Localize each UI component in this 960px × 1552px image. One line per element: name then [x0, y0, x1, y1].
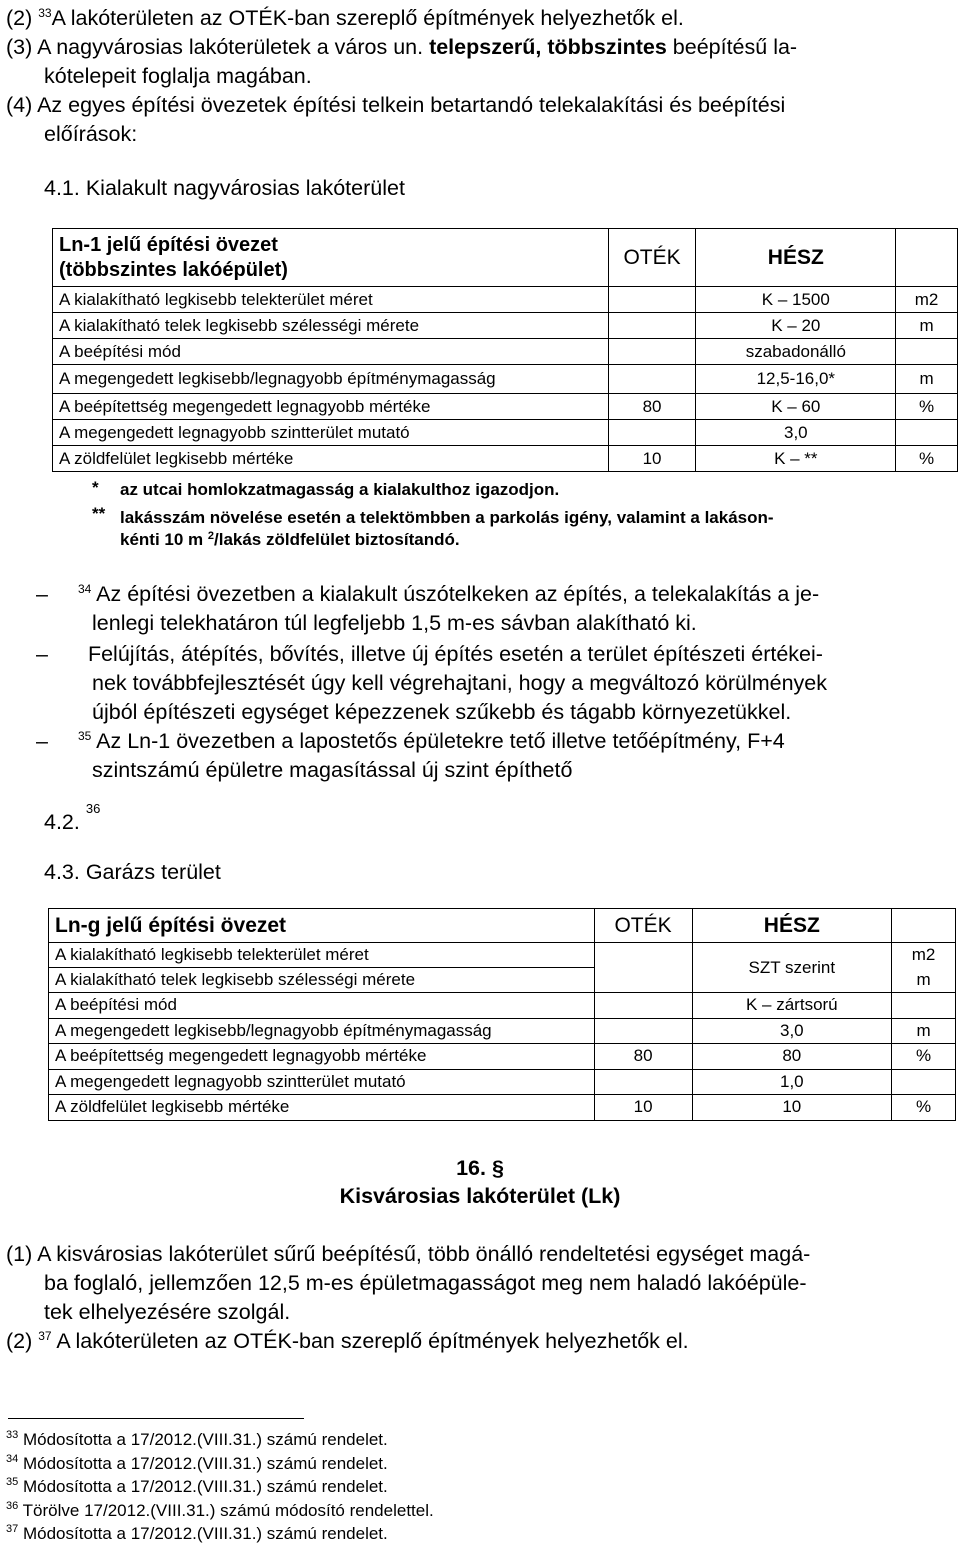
- row-otek: [594, 1018, 692, 1044]
- para-3-cont: kótelepeit foglalja magában.: [44, 64, 312, 88]
- footnote-separator: [8, 1418, 304, 1419]
- row-hesz: 10: [692, 1095, 892, 1121]
- row-unit: m: [892, 968, 956, 993]
- row-hesz: K – 1500: [696, 287, 896, 313]
- row-hesz: 80: [692, 1044, 892, 1070]
- footnote-text: Módosította a 17/2012.(VIII.31.) számú rendelet.: [22, 1453, 388, 1473]
- row-label: A beépítettség megengedett legnagyobb mértéke: [53, 394, 609, 420]
- row-otek: [608, 420, 696, 446]
- bullet-renovation: – Felújítás, átépítés, bővítés, illetve új építés esetén a terület építészeti értékei-: [36, 642, 823, 666]
- table-row: [53, 313, 958, 339]
- bullet-34-cont: lenlegi telekhatáron túl legfeljebb 1,5 m-es sávban alakítható ki.: [92, 611, 697, 635]
- note-double-star-mark: **: [92, 504, 106, 523]
- dash-icon: –: [36, 642, 48, 666]
- para-2: (2) $^{33}$A lakóterületen az OTÉK-ban szereplő építmények helyezhetők el.: [6, 6, 684, 30]
- para-4: (4) Az egyes építési övezetek építési telkein betartandó telekalakítási és beépítési: [6, 93, 786, 117]
- row-unit: [892, 993, 956, 1019]
- row-otek: 80: [608, 394, 696, 420]
- row-hesz: 3,0: [692, 1018, 892, 1044]
- row-hesz: K – **: [696, 446, 896, 472]
- lk-para-1-cont1: ba foglaló, jellemzően 12,5 m-es épületmagasságot meg nem haladó lakóépüle-: [44, 1271, 807, 1295]
- unit2-header: [892, 909, 956, 943]
- otek2-header: OTÉK: [594, 909, 692, 943]
- hesz-header: HÉSZ: [696, 229, 896, 287]
- row-unit: %: [892, 1095, 956, 1121]
- hesz2-header: HÉSZ: [692, 909, 892, 943]
- table-header-row: [53, 229, 958, 287]
- footnote: [6, 1524, 388, 1544]
- row-hesz: 12,5-16,0*: [696, 365, 896, 394]
- footnote-number: 36: [6, 1499, 19, 1512]
- row-otek: 80: [594, 1044, 692, 1070]
- table-row: [49, 1095, 956, 1121]
- row-otek: [608, 287, 696, 313]
- bullet-renovation-cont2: újból építészeti egységet képezzenek szűkebb és tágabb környezetükkel.: [92, 700, 792, 724]
- row-otek: [608, 313, 696, 339]
- footnote-number: 35: [6, 1476, 19, 1488]
- row-hesz: szabadonálló: [696, 339, 896, 365]
- table-row: [49, 1044, 956, 1070]
- row-unit: %: [892, 1044, 956, 1070]
- zone-header: Ln-1 jelű építési övezet (többszintes lakóépület): [53, 229, 609, 287]
- zone2-header: Ln-g jelű építési övezet: [49, 909, 595, 943]
- footnote-text: Módosította a 17/2012.(VIII.31.) számú rendelet.: [22, 1477, 388, 1496]
- table-row: [49, 993, 956, 1019]
- bullet-renovation-cont1: nek továbbfejlesztését úgy kell végrehajtani, hogy a megváltozó körülmények: [92, 671, 827, 695]
- footnote-number: 37: [6, 1523, 19, 1535]
- row-unit: %: [896, 446, 958, 472]
- table2-header-row: [49, 909, 956, 943]
- row-label: A kialakítható telek legkisebb szélességi mérete: [49, 968, 595, 993]
- row-hesz: K – 20: [696, 313, 896, 339]
- table-row: [53, 339, 958, 365]
- row-unit: m: [892, 1018, 956, 1044]
- table-row: [53, 394, 958, 420]
- footnote-number: 34: [6, 1452, 19, 1465]
- row-label: A megengedett legkisebb/legnagyobb építménymagasság: [49, 1018, 595, 1044]
- table-row: [53, 287, 958, 313]
- footnote: [6, 1454, 388, 1474]
- row-label: A beépítési mód: [53, 339, 609, 365]
- row-label: A beépítési mód: [49, 993, 595, 1019]
- bullet-35: – $^{35}$ Az Ln-1 övezetben a lapostetős épületekre tető illetve tetőépítmény, F+4: [36, 729, 785, 753]
- row-otek: [594, 943, 692, 968]
- row-otek: [594, 968, 692, 993]
- row-label: A beépítettség megengedett legnagyobb mértéke: [49, 1044, 595, 1070]
- table-row: [53, 420, 958, 446]
- table-row: [49, 1018, 956, 1044]
- row-otek: 10: [608, 446, 696, 472]
- row-unit: [896, 420, 958, 446]
- section-4-3-title: 4.3. Garázs terület: [44, 860, 221, 884]
- lk-para-2: (2) $^{37}$ A lakóterületen az OTÉK-ban szereplő építmények helyezhetők el.: [6, 1329, 689, 1353]
- row-label: A kialakítható legkisebb telekterület méret: [53, 287, 609, 313]
- row-otek: [608, 339, 696, 365]
- lk-para-1: (1) A kisvárosias lakóterület sűrű beépítésű, több önálló rendeltetési egységet magá-: [6, 1242, 811, 1266]
- row-otek: [594, 1069, 692, 1095]
- row-hesz: K – 60: [696, 394, 896, 420]
- footnote-text: Módosította a 17/2012.(VIII.31.) számú rendelet.: [22, 1524, 388, 1543]
- table-row: [49, 1069, 956, 1095]
- row-label: A megengedett legnagyobb szintterület mutató: [53, 420, 609, 446]
- lk-para-1-cont2: tek elhelyezésére szolgál.: [44, 1300, 291, 1324]
- section-4-2: 4.2. $^{36}$: [44, 801, 101, 834]
- table-row: [53, 446, 958, 472]
- row-unit: [896, 339, 958, 365]
- footnote-number: 33: [6, 1429, 19, 1441]
- section-4-1-title: 4.1. Kialakult nagyvárosias lakóterület: [44, 176, 405, 200]
- footnote: [6, 1501, 434, 1521]
- footnote: [6, 1430, 388, 1450]
- row-otek: 10: [594, 1095, 692, 1121]
- row-hesz-merged: SZT szerint: [692, 943, 892, 993]
- bullet-34: – $^{34}$ Az építési övezetben a kialakult úszótelkeken az építés, a telekalakítás a je-: [36, 582, 820, 606]
- table-row: [49, 943, 956, 968]
- row-unit: m2: [896, 287, 958, 313]
- row-unit: m: [896, 365, 958, 394]
- row-hesz: 3,0: [696, 420, 896, 446]
- para-4-cont: előírások:: [44, 122, 138, 146]
- row-label: A kialakítható telek legkisebb szélességi mérete: [53, 313, 609, 339]
- note-star: az utcai homlokzatmagasság a kialakulthoz igazodjon.: [120, 480, 560, 499]
- dash-icon: –: [36, 729, 48, 753]
- bullet-35-cont: szintszámú épületre magasítással új szint építhető: [92, 758, 573, 782]
- unit-header: [896, 229, 958, 287]
- row-label: A zöldfelület legkisebb mértéke: [53, 446, 609, 472]
- row-unit: m: [896, 313, 958, 339]
- row-otek: [594, 993, 692, 1019]
- row-label: A megengedett legnagyobb szintterület mutató: [49, 1069, 595, 1095]
- zone-table-ln1: [52, 228, 958, 472]
- row-hesz: 1,0: [692, 1069, 892, 1095]
- row-otek: [608, 365, 696, 394]
- para-3: (3) A nagyvárosias lakóterületek a város un. telepszerű, többszintes beépítésű la-: [6, 35, 798, 59]
- section-16-number: 16. §: [456, 1156, 504, 1180]
- otek-header: OTÉK: [608, 229, 696, 287]
- note-star-mark: *: [92, 478, 99, 497]
- section-16-title: Kisvárosias lakóterület (Lk): [339, 1184, 621, 1208]
- row-hesz: K – zártsorú: [692, 993, 892, 1019]
- dash-icon: –: [36, 582, 48, 606]
- row-label: A zöldfelület legkisebb mértéke: [49, 1095, 595, 1121]
- row-unit: %: [896, 394, 958, 420]
- row-label: A megengedett legkisebb/legnagyobb építménymagasság: [53, 365, 609, 394]
- row-unit: [892, 1069, 956, 1095]
- footnote-text: Módosította a 17/2012.(VIII.31.) számú rendelet.: [22, 1430, 388, 1449]
- footnote-text: Törölve 17/2012.(VIII.31.) számú módosító rendelettel.: [22, 1500, 434, 1520]
- zone-table-lng: [48, 908, 956, 1121]
- note-double-star: lakásszám növelése esetén a telektömbben a parkolás igény, valamint a lakáson-: [120, 508, 774, 527]
- footnote: [6, 1477, 388, 1497]
- row-unit: m2: [892, 943, 956, 968]
- table-row: [53, 365, 958, 394]
- row-label: A kialakítható legkisebb telekterület méret: [49, 943, 595, 968]
- note-double-star-cont: kénti 10 m $^2$/lakás zöldfelület biztosítandó.: [120, 530, 460, 549]
